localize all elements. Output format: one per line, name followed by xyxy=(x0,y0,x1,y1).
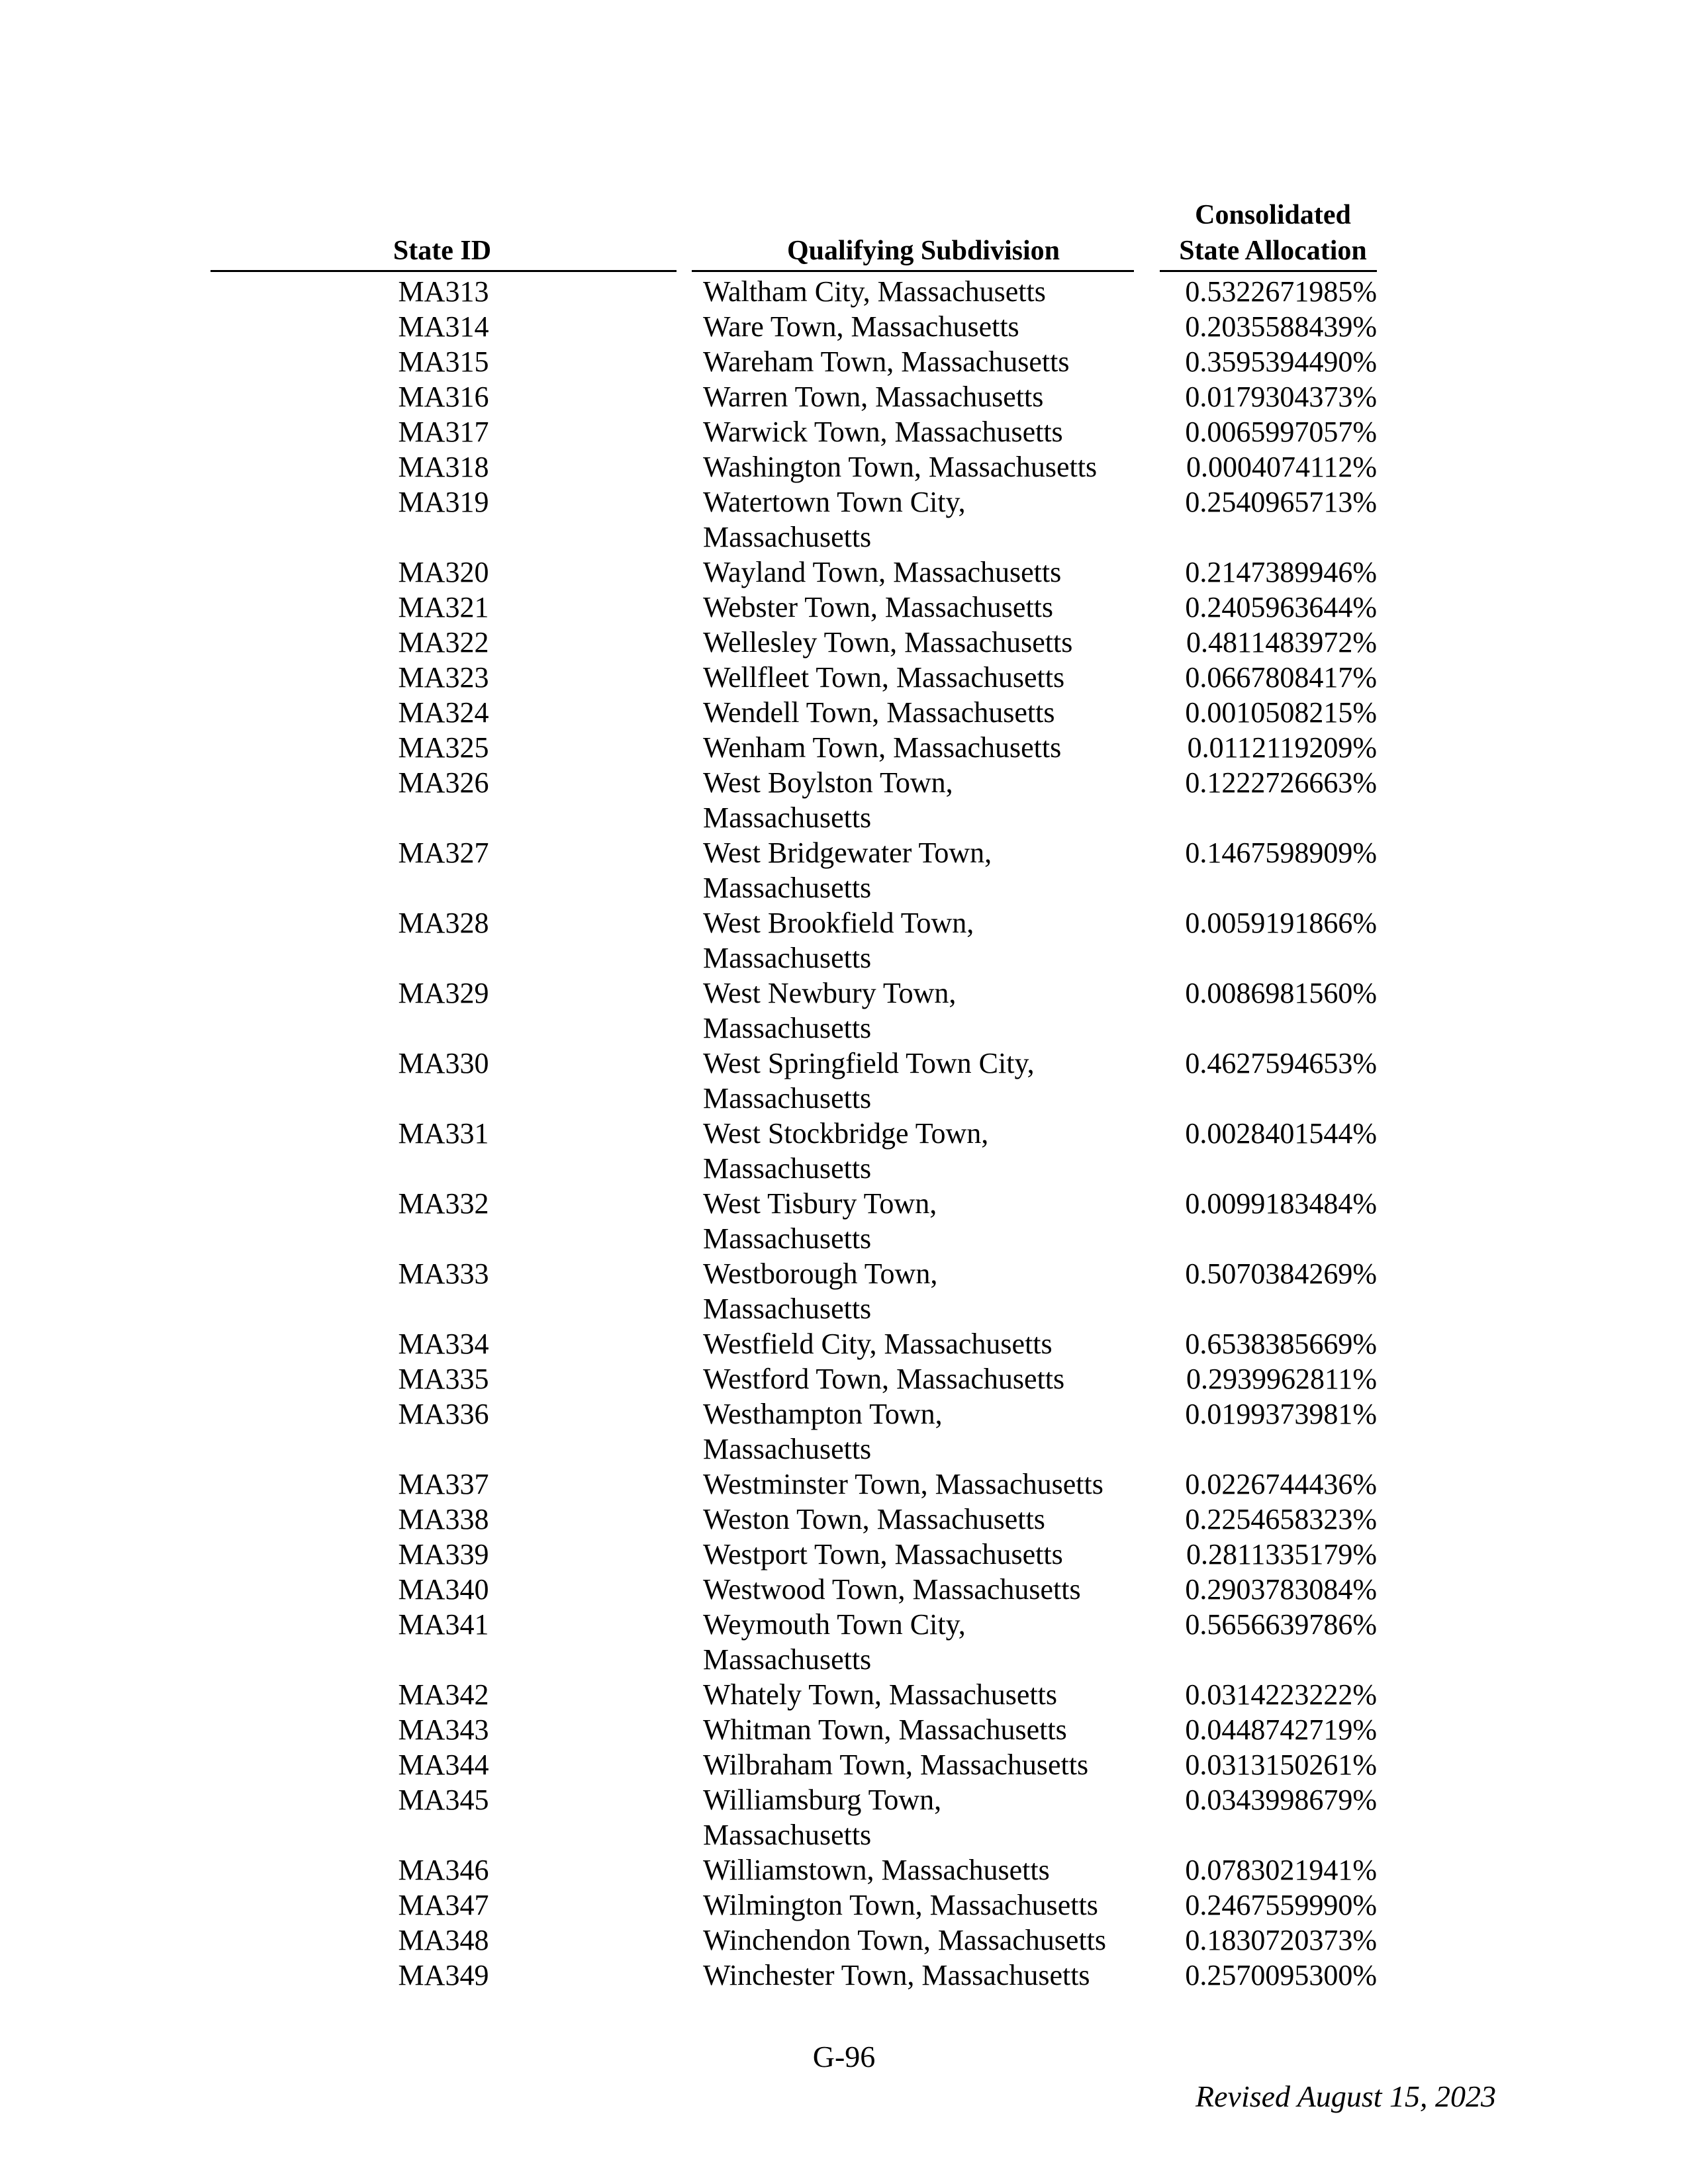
subdivision-line: Westhampton Town, xyxy=(703,1398,943,1430)
revised-date: Revised August 15, 2023 xyxy=(1196,2079,1496,2113)
state-id-cell: MA344 xyxy=(398,1749,489,1781)
table-row xyxy=(0,1712,1688,1747)
subdivision-line: Waltham City, Massachusetts xyxy=(703,275,1046,308)
subdivision-line: Massachusetts xyxy=(703,1643,872,1676)
state-id-cell: MA346 xyxy=(398,1854,489,1886)
subdivision-cell xyxy=(703,976,1147,1046)
table-row xyxy=(0,414,1688,449)
table-row xyxy=(0,730,1688,765)
allocation-cell: 0.2570095300% xyxy=(1185,1959,1377,1991)
table-row xyxy=(0,274,1688,309)
subdivision-cell xyxy=(703,625,1147,660)
state-id-cell: MA349 xyxy=(398,1959,489,1991)
subdivision-line: Westfield City, Massachusetts xyxy=(703,1328,1053,1360)
allocation-cell: 0.2467559990% xyxy=(1185,1889,1377,1921)
state-id-cell: MA322 xyxy=(398,626,489,659)
subdivision-line: Massachusetts xyxy=(703,942,872,974)
subdivision-cell xyxy=(703,905,1147,976)
table-row xyxy=(0,590,1688,625)
state-id-cell: MA340 xyxy=(398,1573,489,1606)
state-id-cell: MA321 xyxy=(398,591,489,623)
column-header-qualifying-subdivision: Qualifying Subdivision xyxy=(786,236,1060,266)
subdivision-cell xyxy=(703,1607,1147,1677)
subdivision-line: Massachusetts xyxy=(703,1152,872,1185)
subdivision-cell xyxy=(703,660,1147,695)
subdivision-line: Westwood Town, Massachusetts xyxy=(703,1573,1081,1606)
table-row xyxy=(0,695,1688,730)
allocation-cell: 0.0112119209% xyxy=(1187,731,1377,764)
state-id-cell: MA325 xyxy=(398,731,489,764)
allocation-cell: 0.0028401544% xyxy=(1185,1117,1377,1150)
subdivision-cell xyxy=(703,379,1147,414)
state-id-cell: MA314 xyxy=(398,310,489,343)
table-row xyxy=(0,905,1688,976)
subdivision-cell xyxy=(703,414,1147,449)
subdivision-cell xyxy=(703,730,1147,765)
header-rule-subdivision xyxy=(692,270,1134,272)
allocation-cell: 0.0065997057% xyxy=(1185,416,1377,448)
table-row xyxy=(0,555,1688,590)
table-row xyxy=(0,1537,1688,1572)
column-header-allocation-line2: State Allocation xyxy=(1179,236,1367,266)
subdivision-line: Wendell Town, Massachusetts xyxy=(703,696,1055,729)
subdivision-line: Whitman Town, Massachusetts xyxy=(703,1713,1067,1746)
state-id-cell: MA345 xyxy=(398,1784,489,1816)
subdivision-cell xyxy=(703,1572,1147,1607)
state-id-cell: MA347 xyxy=(398,1889,489,1921)
table-row xyxy=(0,1572,1688,1607)
allocation-cell: 0.5656639786% xyxy=(1185,1608,1377,1641)
subdivision-cell xyxy=(703,344,1147,379)
table-row xyxy=(0,835,1688,905)
subdivision-cell xyxy=(703,1186,1147,1256)
subdivision-cell xyxy=(703,309,1147,344)
state-id-cell: MA330 xyxy=(398,1047,489,1079)
subdivision-cell xyxy=(703,1537,1147,1572)
subdivision-line: Winchendon Town, Massachusetts xyxy=(703,1924,1107,1956)
subdivision-line: Wenham Town, Massachusetts xyxy=(703,731,1062,764)
subdivision-cell xyxy=(703,1712,1147,1747)
allocation-cell: 0.0010508215% xyxy=(1185,696,1377,729)
table-row xyxy=(0,344,1688,379)
state-id-cell: MA327 xyxy=(398,837,489,869)
subdivision-line: West Brookfield Town, xyxy=(703,907,974,939)
subdivision-line: West Springfield Town City, xyxy=(703,1047,1035,1079)
subdivision-line: Massachusetts xyxy=(703,1012,872,1044)
subdivision-line: Westford Town, Massachusetts xyxy=(703,1363,1065,1395)
table-row xyxy=(0,1116,1688,1186)
state-id-cell: MA326 xyxy=(398,766,489,799)
subdivision-line: Massachusetts xyxy=(703,801,872,834)
subdivision-cell xyxy=(703,1046,1147,1116)
allocation-cell: 0.1467598909% xyxy=(1185,837,1377,869)
subdivision-cell xyxy=(703,765,1147,835)
allocation-cell: 0.5322671985% xyxy=(1185,275,1377,308)
table-row xyxy=(0,1361,1688,1396)
allocation-cell: 0.0783021941% xyxy=(1185,1854,1377,1886)
subdivision-cell xyxy=(703,835,1147,905)
subdivision-cell xyxy=(703,1677,1147,1712)
subdivision-line: Wilbraham Town, Massachusetts xyxy=(703,1749,1089,1781)
allocation-cell: 0.2254658323% xyxy=(1185,1503,1377,1535)
subdivision-line: Massachusetts xyxy=(703,1293,872,1325)
allocation-cell: 0.0314223222% xyxy=(1185,1678,1377,1711)
table-row xyxy=(0,1782,1688,1852)
allocation-cell: 0.2405963644% xyxy=(1185,591,1377,623)
page-number: G-96 xyxy=(812,2040,876,2073)
subdivision-cell xyxy=(703,484,1147,555)
subdivision-line: West Boylston Town, xyxy=(703,766,953,799)
allocation-cell: 0.2147389946% xyxy=(1185,556,1377,588)
header-rule-state-id xyxy=(211,270,677,272)
subdivision-cell xyxy=(703,1116,1147,1186)
allocation-cell: 0.4627594653% xyxy=(1185,1047,1377,1079)
state-id-cell: MA316 xyxy=(398,381,489,413)
allocation-cell: 0.2035588439% xyxy=(1185,310,1377,343)
table-row xyxy=(0,1607,1688,1677)
table-row xyxy=(0,1852,1688,1888)
column-header-allocation-line1: Consolidated xyxy=(1195,200,1351,230)
state-id-cell: MA333 xyxy=(398,1257,489,1290)
table-row xyxy=(0,309,1688,344)
subdivision-cell xyxy=(703,1923,1147,1958)
allocation-cell: 0.0343998679% xyxy=(1185,1784,1377,1816)
table-row xyxy=(0,765,1688,835)
subdivision-cell xyxy=(703,1958,1147,1993)
subdivision-line: Weymouth Town City, xyxy=(703,1608,966,1641)
state-id-cell: MA334 xyxy=(398,1328,489,1360)
subdivision-cell xyxy=(703,449,1147,484)
allocation-cell: 0.0667808417% xyxy=(1185,661,1377,694)
allocation-cell: 0.2811335179% xyxy=(1186,1538,1377,1570)
table-row xyxy=(0,1256,1688,1326)
subdivision-line: Whately Town, Massachusetts xyxy=(703,1678,1058,1711)
allocation-cell: 0.0226744436% xyxy=(1185,1468,1377,1500)
allocation-cell: 0.2540965713% xyxy=(1185,486,1377,518)
column-header-consolidated-state-allocation xyxy=(1137,197,1409,269)
subdivision-line: West Tisbury Town, xyxy=(703,1187,937,1220)
subdivision-cell xyxy=(703,1502,1147,1537)
subdivision-cell xyxy=(703,695,1147,730)
allocation-cell: 0.1830720373% xyxy=(1185,1924,1377,1956)
state-id-cell: MA317 xyxy=(398,416,489,448)
subdivision-line: Westport Town, Massachusetts xyxy=(703,1538,1063,1570)
allocation-cell: 0.0313150261% xyxy=(1185,1749,1377,1781)
table-row xyxy=(0,379,1688,414)
state-id-cell: MA315 xyxy=(398,345,489,378)
subdivision-line: Williamstown, Massachusetts xyxy=(703,1854,1050,1886)
allocation-cell: 0.0099183484% xyxy=(1185,1187,1377,1220)
allocation-cell: 0.2939962811% xyxy=(1186,1363,1377,1395)
subdivision-cell xyxy=(703,1396,1147,1467)
subdivision-line: Weston Town, Massachusetts xyxy=(703,1503,1045,1535)
subdivision-line: West Bridgewater Town, xyxy=(703,837,992,869)
state-id-cell: MA323 xyxy=(398,661,489,694)
allocation-cell: 0.0059191866% xyxy=(1185,907,1377,939)
state-id-cell: MA332 xyxy=(398,1187,489,1220)
subdivision-line: Warren Town, Massachusetts xyxy=(703,381,1044,413)
table-row xyxy=(0,1396,1688,1467)
allocation-cell: 0.6538385669% xyxy=(1185,1328,1377,1360)
allocation-cell: 0.0086981560% xyxy=(1185,977,1377,1009)
state-id-cell: MA320 xyxy=(398,556,489,588)
table-row xyxy=(0,1923,1688,1958)
subdivision-line: Wellesley Town, Massachusetts xyxy=(703,626,1073,659)
table-row xyxy=(0,1186,1688,1256)
subdivision-line: Webster Town, Massachusetts xyxy=(703,591,1054,623)
subdivision-line: Massachusetts xyxy=(703,521,872,553)
table-row xyxy=(0,1467,1688,1502)
state-id-cell: MA313 xyxy=(398,275,489,308)
subdivision-line: Watertown Town City, xyxy=(703,486,966,518)
table-row xyxy=(0,1046,1688,1116)
allocation-cell: 0.0004074112% xyxy=(1186,451,1377,483)
table-row xyxy=(0,976,1688,1046)
subdivision-line: Westminster Town, Massachusetts xyxy=(703,1468,1103,1500)
subdivision-line: Massachusetts xyxy=(703,1819,872,1851)
allocation-cell: 0.5070384269% xyxy=(1185,1257,1377,1290)
subdivision-cell xyxy=(703,555,1147,590)
subdivision-line: Wareham Town, Massachusetts xyxy=(703,345,1070,378)
allocation-cell: 0.4811483972% xyxy=(1186,626,1377,659)
header-rule-allocation xyxy=(1160,270,1377,272)
subdivision-cell xyxy=(703,1467,1147,1502)
state-id-cell: MA319 xyxy=(398,486,489,518)
state-id-cell: MA348 xyxy=(398,1924,489,1956)
subdivision-line: Warwick Town, Massachusetts xyxy=(703,416,1063,448)
subdivision-line: Massachusetts xyxy=(703,872,872,904)
subdivision-line: Westborough Town, xyxy=(703,1257,938,1290)
subdivision-line: West Stockbridge Town, xyxy=(703,1117,989,1150)
table-row xyxy=(0,625,1688,660)
subdivision-line: Wayland Town, Massachusetts xyxy=(703,556,1062,588)
allocation-cell: 0.2903783084% xyxy=(1185,1573,1377,1606)
subdivision-line: Williamsburg Town, xyxy=(703,1784,942,1816)
state-id-cell: MA329 xyxy=(398,977,489,1009)
state-id-cell: MA343 xyxy=(398,1713,489,1746)
subdivision-cell xyxy=(703,1782,1147,1852)
subdivision-line: West Newbury Town, xyxy=(703,977,957,1009)
state-id-cell: MA337 xyxy=(398,1468,489,1500)
subdivision-line: Wellfleet Town, Massachusetts xyxy=(703,661,1065,694)
table-row xyxy=(0,484,1688,555)
subdivision-line: Washington Town, Massachusetts xyxy=(703,451,1098,483)
subdivision-line: Ware Town, Massachusetts xyxy=(703,310,1019,343)
table-row xyxy=(0,1502,1688,1537)
subdivision-cell xyxy=(703,1888,1147,1923)
state-id-cell: MA328 xyxy=(398,907,489,939)
subdivision-cell xyxy=(703,1326,1147,1361)
subdivision-cell xyxy=(703,1361,1147,1396)
state-id-cell: MA341 xyxy=(398,1608,489,1641)
subdivision-line: Wilmington Town, Massachusetts xyxy=(703,1889,1098,1921)
allocation-cell: 0.1222726663% xyxy=(1185,766,1377,799)
state-id-cell: MA338 xyxy=(398,1503,489,1535)
column-header-state-id: State ID xyxy=(393,236,492,266)
state-id-cell: MA324 xyxy=(398,696,489,729)
subdivision-line: Winchester Town, Massachusetts xyxy=(703,1959,1090,1991)
table-row xyxy=(0,1888,1688,1923)
allocation-table-body xyxy=(0,274,1688,1993)
subdivision-line: Massachusetts xyxy=(703,1082,872,1115)
allocation-cell: 0.0199373981% xyxy=(1185,1398,1377,1430)
table-row xyxy=(0,1958,1688,1993)
subdivision-cell xyxy=(703,1747,1147,1782)
subdivision-line: Massachusetts xyxy=(703,1433,872,1465)
table-row xyxy=(0,1326,1688,1361)
allocation-cell: 0.0448742719% xyxy=(1185,1713,1377,1746)
table-row xyxy=(0,1677,1688,1712)
subdivision-line: Massachusetts xyxy=(703,1222,872,1255)
subdivision-cell xyxy=(703,590,1147,625)
table-row xyxy=(0,660,1688,695)
table-row xyxy=(0,449,1688,484)
state-id-cell: MA318 xyxy=(398,451,489,483)
subdivision-cell xyxy=(703,1256,1147,1326)
subdivision-cell xyxy=(703,274,1147,309)
subdivision-cell xyxy=(703,1852,1147,1888)
state-id-cell: MA339 xyxy=(398,1538,489,1570)
allocation-cell: 0.0179304373% xyxy=(1185,381,1377,413)
state-id-cell: MA331 xyxy=(398,1117,489,1150)
state-id-cell: MA336 xyxy=(398,1398,489,1430)
state-id-cell: MA342 xyxy=(398,1678,489,1711)
allocation-cell: 0.3595394490% xyxy=(1185,345,1377,378)
state-id-cell: MA335 xyxy=(398,1363,489,1395)
table-row xyxy=(0,1747,1688,1782)
